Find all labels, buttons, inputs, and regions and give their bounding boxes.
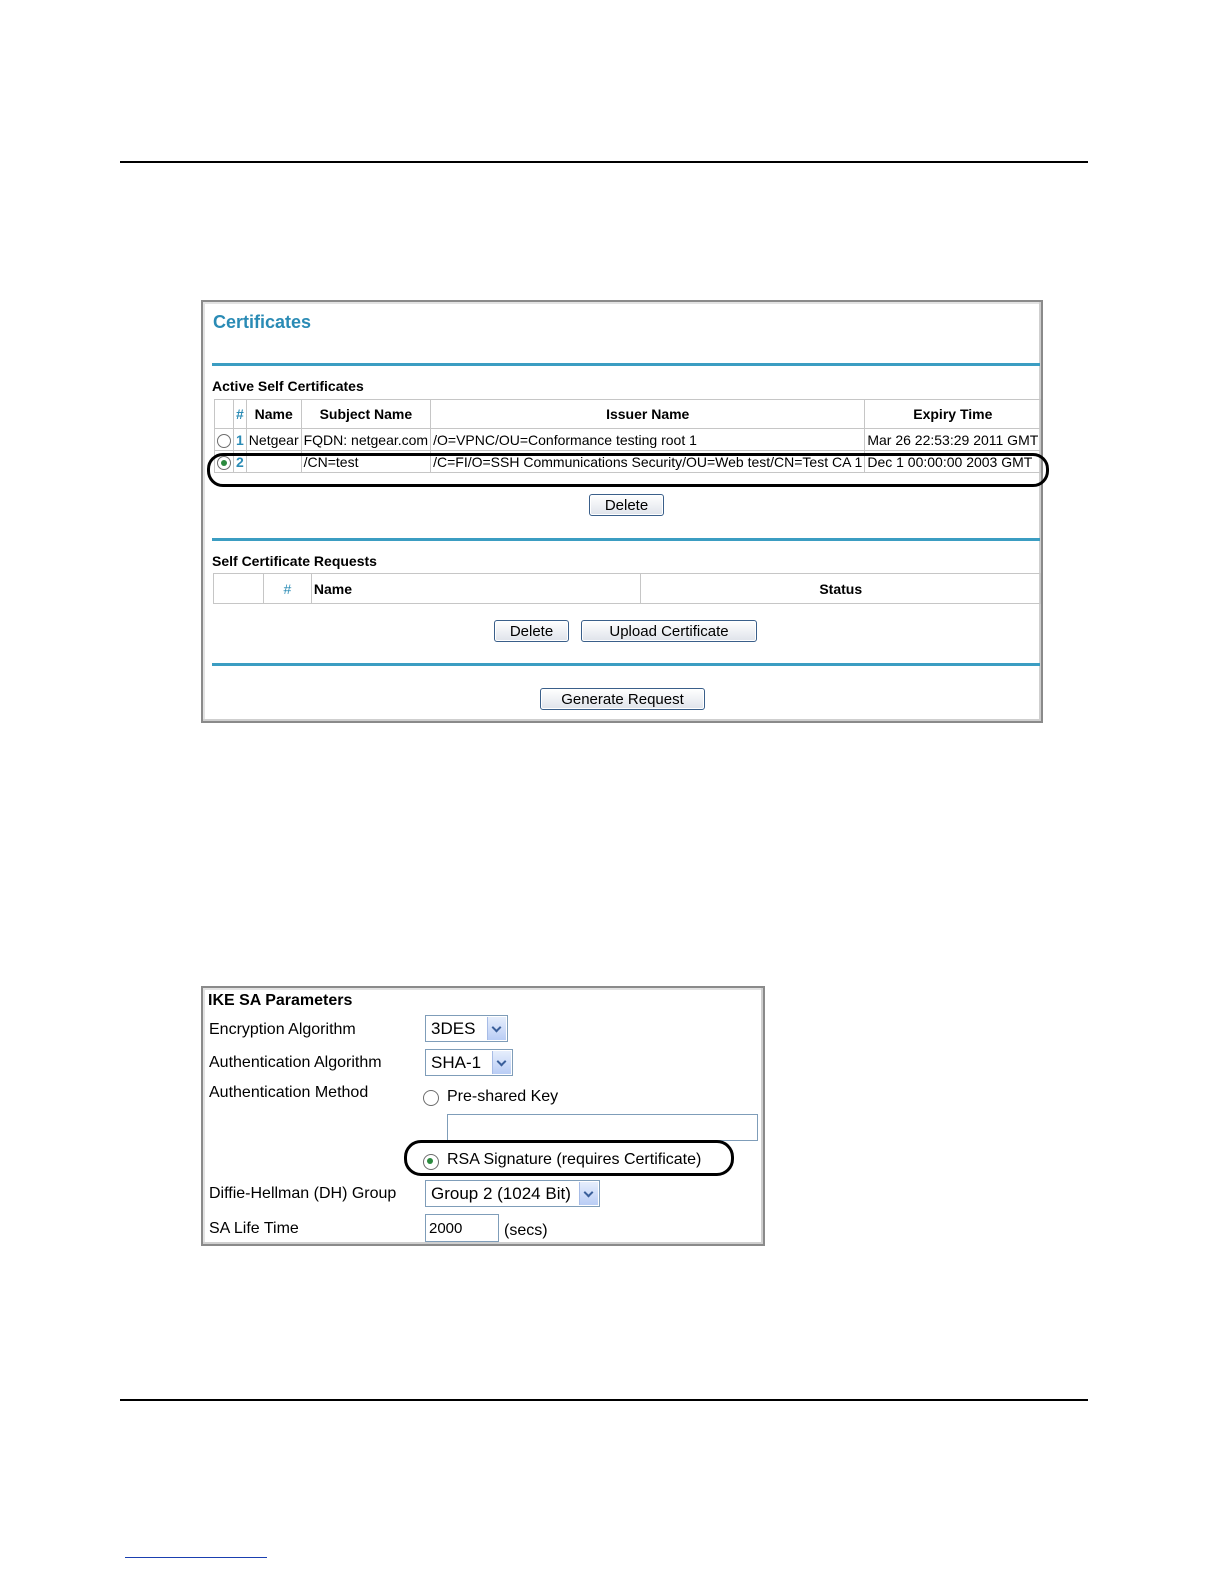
ike-sa-parameters-panel <box>201 986 765 1246</box>
divider <box>212 538 1040 541</box>
delete-request-button[interactable]: Delete <box>494 620 569 642</box>
upload-certificate-button[interactable]: Upload Certificate <box>581 620 757 642</box>
dh-group-value: Group 2 (1024 Bit) <box>431 1184 571 1203</box>
row-number: 2 <box>234 451 247 473</box>
divider <box>212 663 1040 666</box>
row-name <box>246 451 301 473</box>
column-header-expiry-time: Expiry Time <box>865 400 1041 429</box>
row-number: 1 <box>234 429 247 451</box>
row-issuer-name: /O=VPNC/OU=Conformance testing root 1 <box>431 429 865 451</box>
self-certificate-requests-label: Self Certificate Requests <box>212 553 377 569</box>
table-header-row <box>215 400 1041 429</box>
table-header-row <box>214 574 1041 604</box>
authentication-method-label: Authentication Method <box>209 1084 369 1101</box>
delete-active-certificate-button[interactable]: Delete <box>589 494 664 516</box>
certificates-panel <box>201 300 1043 723</box>
authentication-algorithm-label: Authentication Algorithm <box>209 1054 382 1071</box>
column-header-number: # <box>263 574 311 604</box>
pre-shared-key-radio[interactable] <box>423 1090 439 1106</box>
chevron-down-icon[interactable] <box>579 1182 598 1205</box>
active-self-certificates-label: Active Self Certificates <box>212 378 364 394</box>
chevron-down-icon[interactable] <box>492 1051 511 1074</box>
sa-life-time-input[interactable] <box>425 1214 499 1242</box>
column-header-issuer-name: Issuer Name <box>431 400 865 429</box>
active-certificates-table <box>214 399 1041 473</box>
table-row <box>215 451 1041 473</box>
panel-title: Certificates <box>213 312 312 332</box>
sa-life-time-unit: (secs) <box>504 1222 548 1239</box>
row-expiry-time: Mar 26 22:53:29 2011 GMT <box>865 429 1041 451</box>
divider <box>212 363 1040 366</box>
row-issuer-name: /C=FI/O=SSH Communications Security/OU=Web test/CN=Test CA 1 <box>431 451 865 473</box>
column-header-subject-name: Subject Name <box>301 400 431 429</box>
column-header-name: Name <box>311 574 641 604</box>
pre-shared-key-input[interactable] <box>447 1114 758 1141</box>
column-header-name: Name <box>246 400 301 429</box>
sa-life-time-label: SA Life Time <box>209 1220 299 1237</box>
table-row <box>215 429 1041 451</box>
chevron-down-icon[interactable] <box>487 1017 506 1040</box>
encryption-algorithm-label: Encryption Algorithm <box>209 1021 356 1038</box>
encryption-algorithm-value: 3DES <box>431 1019 476 1038</box>
top-page-rule <box>120 161 1088 163</box>
footer-link-underline[interactable] <box>125 1557 267 1558</box>
authentication-algorithm-value: SHA-1 <box>431 1053 482 1072</box>
certificate-requests-table <box>213 573 1041 604</box>
row-expiry-time: Dec 1 00:00:00 2003 GMT <box>865 451 1041 473</box>
dh-group-label: Diffie-Hellman (DH) Group <box>209 1185 397 1202</box>
column-header-status: Status <box>641 574 1041 604</box>
row-subject-name: /CN=test <box>301 451 431 473</box>
rsa-signature-radio[interactable] <box>423 1154 439 1170</box>
ike-panel-title: IKE SA Parameters <box>208 992 353 1009</box>
column-header-select <box>215 400 234 429</box>
bottom-page-rule <box>120 1399 1088 1401</box>
encryption-algorithm-select[interactable] <box>425 1015 508 1042</box>
authentication-algorithm-select[interactable] <box>425 1049 513 1076</box>
row-select-radio[interactable] <box>217 456 231 470</box>
row-select-radio[interactable] <box>217 434 231 448</box>
row-name: Netgear <box>246 429 301 451</box>
dh-group-select[interactable] <box>425 1180 600 1207</box>
generate-request-button[interactable]: Generate Request <box>540 688 705 710</box>
column-header-number: # <box>234 400 247 429</box>
row-subject-name: FQDN: netgear.com <box>301 429 431 451</box>
pre-shared-key-label: Pre-shared Key <box>447 1088 559 1105</box>
rsa-signature-label: RSA Signature (requires Certificate) <box>447 1151 702 1168</box>
column-header-select <box>214 574 264 604</box>
